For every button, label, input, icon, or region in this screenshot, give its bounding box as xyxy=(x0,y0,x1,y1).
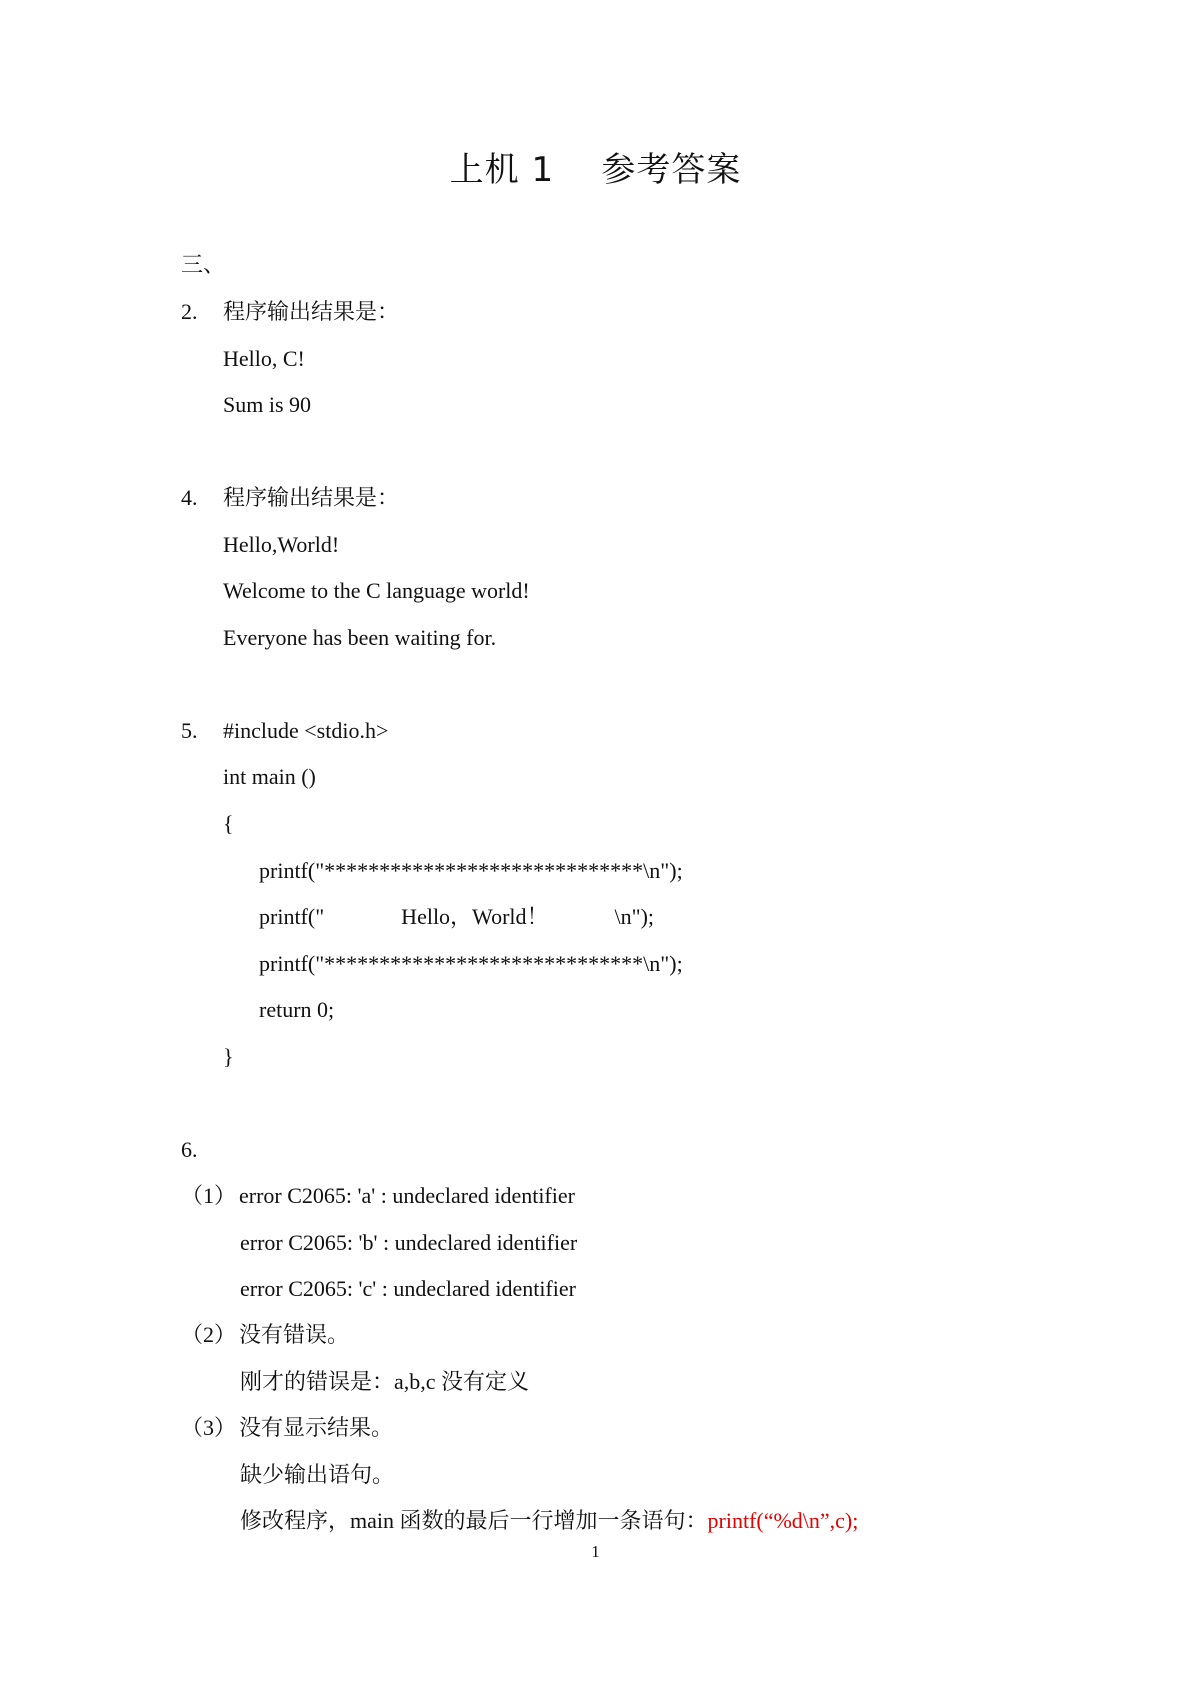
page-number: 1 xyxy=(591,1542,600,1561)
page-title: 上机 1 参考答案 xyxy=(449,150,742,190)
question-2-number: 2. xyxy=(181,299,198,324)
question-4-text: 程序输出结果是： xyxy=(223,485,400,510)
question-5-heading xyxy=(181,716,388,746)
part-label: （2） xyxy=(181,1322,237,1347)
question-2-text: 程序输出结果是： xyxy=(223,299,400,324)
code-line: printf("*****************************\n"); xyxy=(259,951,683,976)
question-2-output-line: Hello, C! xyxy=(223,346,305,371)
question-4-output-line: Everyone has been waiting for. xyxy=(223,625,497,650)
part-3-fix xyxy=(240,1506,858,1536)
question-6-part-1 xyxy=(181,1181,575,1211)
part-2-note: 刚才的错误是：a,b,c 没有定义 xyxy=(240,1369,530,1394)
question-5-number: 5. xyxy=(181,718,198,743)
question-4-output-line: Hello,World! xyxy=(223,532,340,557)
part-3-text: 没有显示结果。 xyxy=(239,1415,394,1440)
part-label: （3） xyxy=(181,1415,237,1440)
part-2-text: 没有错误。 xyxy=(239,1322,350,1347)
question-2-output-line: Sum is 90 xyxy=(223,392,312,417)
code-line: printf(" Hello，World！ \n"); xyxy=(259,904,655,929)
code-line: printf("*****************************\n"); xyxy=(259,858,683,883)
question-6-number: 6. xyxy=(181,1137,198,1162)
code-line: return 0; xyxy=(259,997,335,1022)
question-6-part-3 xyxy=(181,1413,393,1443)
part-label: （1） xyxy=(181,1183,237,1208)
code-line: { xyxy=(223,811,234,836)
code-line: #include <stdio.h> xyxy=(223,718,389,743)
fix-code: printf(“%d\n”,c); xyxy=(707,1508,859,1533)
code-line: int main () xyxy=(223,764,316,789)
section-label: 三、 xyxy=(181,252,226,277)
question-4-heading xyxy=(181,483,399,513)
part-3-reason: 缺少输出语句。 xyxy=(240,1462,395,1487)
question-6-part-2 xyxy=(181,1320,349,1350)
error-line: error C2065: 'c' : undeclared identifier xyxy=(240,1276,576,1301)
question-4-number: 4. xyxy=(181,485,198,510)
question-4-output-line: Welcome to the C language world! xyxy=(223,578,530,603)
question-2-heading xyxy=(181,297,399,327)
code-line: } xyxy=(223,1044,234,1069)
error-line: error C2065: 'b' : undeclared identifier xyxy=(240,1230,578,1255)
fix-instruction: 修改程序，main 函数的最后一行增加一条语句： xyxy=(240,1508,708,1533)
error-line: error C2065: 'a' : undeclared identifier xyxy=(239,1183,575,1208)
